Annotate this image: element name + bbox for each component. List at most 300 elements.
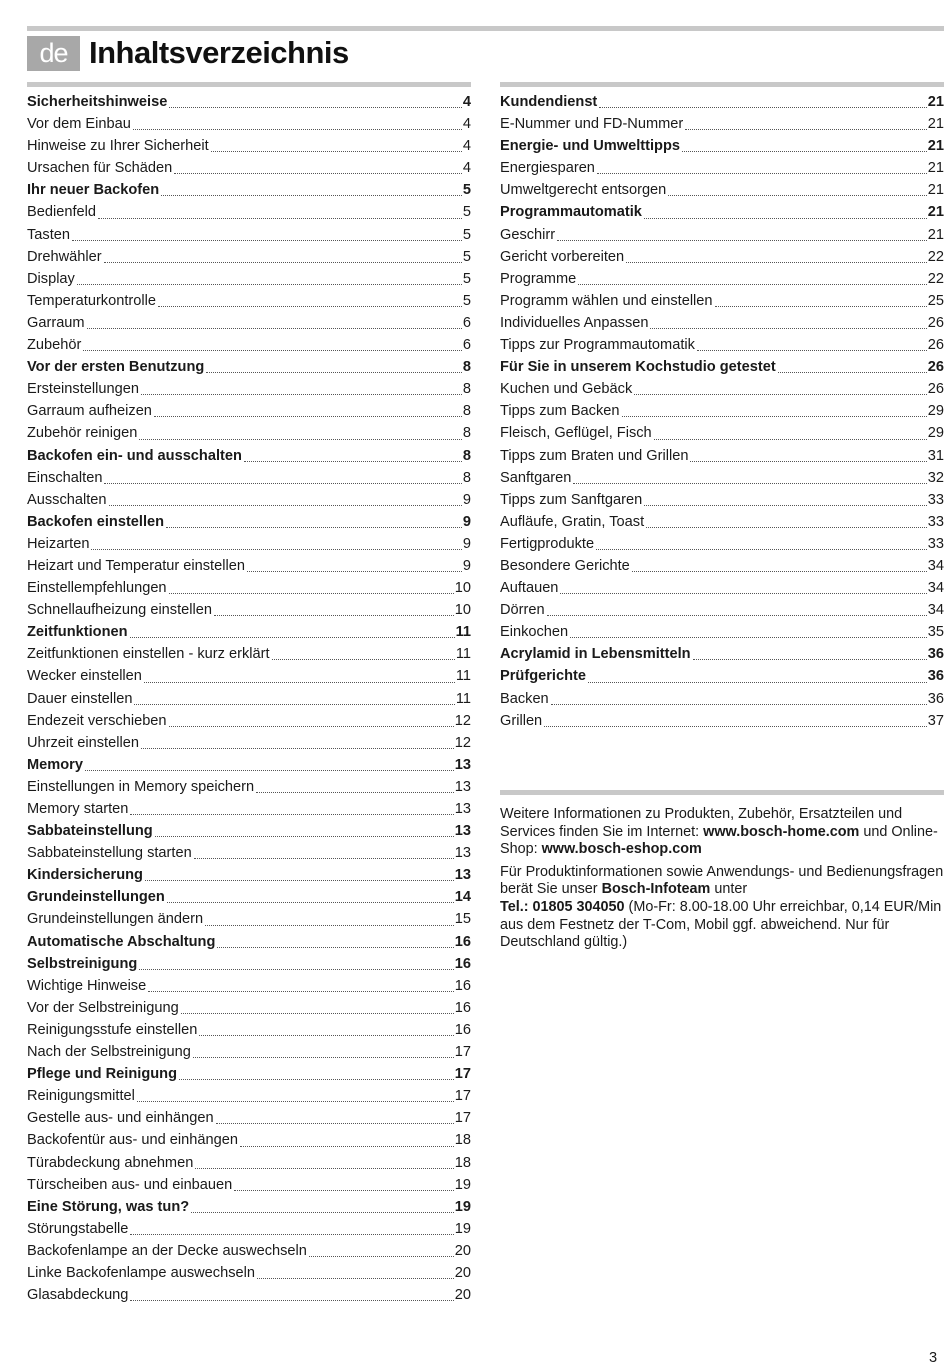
toc-subentry[interactable]: [27, 378, 471, 400]
toc-entry-label: Uhrzeit einstellen: [27, 734, 139, 751]
toc-dot-leader: [557, 239, 927, 241]
toc-section-entry[interactable]: [500, 135, 944, 157]
toc-entry-label: Programm wählen und einstellen: [500, 292, 713, 309]
toc-subentry[interactable]: [500, 533, 944, 555]
toc-subentry[interactable]: [500, 312, 944, 334]
toc-dot-leader: [154, 415, 462, 417]
toc-section-entry[interactable]: [27, 1196, 471, 1218]
toc-entry-label: Wecker einstellen: [27, 668, 142, 685]
toc-entry-page: 34: [927, 602, 944, 619]
toc-entry-page: 13: [454, 801, 471, 817]
toc-dot-leader: [551, 703, 927, 705]
toc-entry-page: 9: [462, 535, 471, 552]
toc-entry-label: Garraum aufheizen: [27, 403, 152, 420]
toc-subentry[interactable]: [27, 268, 471, 290]
toc-subentry[interactable]: [27, 688, 471, 710]
eshop-link[interactable]: www.bosch-eshop.com: [541, 841, 702, 858]
toc-entry-page: 4: [462, 138, 471, 155]
toc-entry-label: Zeitfunktionen einstellen - kurz erklärt: [27, 646, 270, 663]
toc-entry-label: Sabbateinstellung starten: [27, 845, 192, 862]
toc-entry-label: Tipps zum Sanftgaren: [500, 491, 643, 508]
toc-entry-page: 36: [927, 646, 944, 663]
toc-entry-page: 36: [927, 668, 944, 685]
toc-subentry[interactable]: [27, 1085, 471, 1107]
toc-subentry[interactable]: [500, 246, 944, 268]
toc-dot-leader: [685, 128, 927, 130]
toc-dot-leader: [205, 924, 454, 926]
toc-entry-page: 5: [462, 248, 471, 265]
toc-entry-label: Energie- und Umwelttipps: [500, 138, 680, 155]
toc-entry-page: 17: [454, 1088, 471, 1105]
toc-dot-leader: [240, 1145, 454, 1147]
toc-entry-page: 8: [462, 359, 471, 376]
toc-entry-page: 12: [454, 712, 471, 729]
toc-entry-label: Backen: [500, 690, 549, 707]
toc-entry-label: Zubehör: [27, 337, 82, 354]
toc-subentry[interactable]: [27, 1174, 471, 1196]
toc-entry-page: 22: [927, 270, 944, 287]
toc-section-entry[interactable]: [500, 356, 944, 378]
toc-dot-leader: [570, 636, 927, 638]
toc-subentry[interactable]: [500, 621, 944, 643]
toc-entry-label: Türabdeckung abnehmen: [27, 1154, 194, 1171]
toc-subentry[interactable]: [27, 489, 471, 511]
toc-entry-page: 5: [462, 270, 471, 287]
toc-entry-label: Einstellempfehlungen: [27, 580, 167, 597]
toc-subentry[interactable]: [500, 290, 944, 312]
toc-entry-page: 11: [455, 690, 471, 707]
toc-subentry[interactable]: [27, 224, 471, 246]
toc-entry-label: Vor dem Einbau: [27, 116, 131, 133]
toc-entry-label: Endezeit verschieben: [27, 712, 167, 729]
toc-dot-leader: [646, 526, 927, 528]
toc-section-entry[interactable]: [27, 886, 471, 908]
toc-dot-leader: [169, 725, 454, 727]
toc-dot-leader: [169, 106, 462, 108]
toc-section-entry[interactable]: [27, 445, 471, 467]
toc-dot-leader: [214, 614, 454, 616]
toc-entry-page: 8: [462, 403, 471, 420]
toc-entry-page: 5: [462, 204, 471, 221]
toc-subentry[interactable]: [27, 290, 471, 312]
toc-entry-page: 10: [454, 602, 471, 619]
toc-dot-leader: [596, 548, 927, 550]
toc-subentry[interactable]: [27, 533, 471, 555]
toc-subentry[interactable]: [500, 467, 944, 489]
toc-entry-page: 21: [927, 204, 944, 221]
toc-subentry[interactable]: [27, 1284, 471, 1306]
toc-entry-label: Drehwähler: [27, 248, 102, 265]
toc-entry-page: 4: [462, 116, 471, 133]
toc-subentry[interactable]: [500, 577, 944, 599]
toc-dot-leader: [690, 460, 926, 462]
toc-entry-page: 13: [454, 867, 471, 884]
toc-entry-label: Zubehör reinigen: [27, 425, 138, 442]
toc-entry-page: 20: [454, 1264, 471, 1281]
toc-entry-page: 20: [454, 1287, 471, 1304]
toc-entry-page: 14: [454, 889, 471, 906]
toc-dot-leader: [179, 1078, 454, 1080]
toc-entry-label: Einkochen: [500, 624, 569, 641]
toc-entry-label: Kuchen und Gebäck: [500, 381, 633, 398]
toc-section-entry[interactable]: [27, 511, 471, 533]
infoteam-name: Bosch-Infoteam: [601, 881, 711, 898]
toc-entry-label: Sanftgaren: [500, 469, 572, 486]
toc-dot-leader: [181, 1012, 454, 1014]
info-block: [500, 806, 946, 957]
toc-entry-page: 19: [454, 1198, 471, 1215]
toc-entry-label: Gericht vorbereiten: [500, 248, 625, 265]
website-link[interactable]: www.bosch-home.com: [703, 823, 860, 840]
toc-subentry[interactable]: [500, 599, 944, 621]
toc-entry-label: Programmautomatik: [500, 204, 642, 221]
toc-dot-leader: [161, 194, 462, 196]
toc-entry-label: Heizart und Temperatur einstellen: [27, 557, 245, 574]
toc-entry-label: Tipps zum Backen: [500, 403, 620, 420]
info-text: unter: [710, 881, 748, 898]
toc-subentry[interactable]: [27, 599, 471, 621]
toc-entry-label: Memory: [27, 756, 83, 773]
toc-entry-page: 16: [454, 999, 471, 1016]
toc-entry-page: 19: [454, 1176, 471, 1193]
toc-dot-leader: [141, 747, 454, 749]
toc-dot-leader: [682, 150, 927, 152]
toc-dot-leader: [139, 968, 453, 970]
toc-entry-page: 8: [462, 447, 471, 464]
toc-entry-label: Display: [27, 270, 75, 287]
toc-dot-leader: [193, 1056, 454, 1058]
toc-entry-page: 21: [927, 226, 944, 243]
toc-subentry[interactable]: [27, 312, 471, 334]
toc-entry-label: Tipps zur Programmautomatik: [500, 337, 695, 354]
toc-dot-leader: [309, 1255, 454, 1257]
toc-dot-leader: [217, 946, 453, 948]
toc-subentry[interactable]: [500, 400, 944, 422]
toc-subentry[interactable]: [27, 334, 471, 356]
toc-subentry[interactable]: [500, 334, 944, 356]
right-column-rule: [500, 82, 944, 87]
toc-dot-leader: [83, 349, 462, 351]
toc-right-column: [500, 91, 944, 732]
toc-subentry[interactable]: [500, 710, 944, 732]
toc-dot-leader: [668, 194, 926, 196]
toc-entry-label: Kundendienst: [500, 94, 598, 110]
page-number: 3: [929, 1350, 938, 1366]
toc-dot-leader: [87, 327, 462, 329]
toc-dot-leader: [626, 261, 927, 263]
toc-entry-page: 25: [927, 292, 944, 309]
toc-entry-page: 12: [454, 734, 471, 751]
toc-subentry[interactable]: [27, 135, 471, 157]
toc-entry-page: 26: [927, 314, 944, 331]
toc-entry-page: 8: [462, 425, 471, 442]
toc-entry-page: 9: [462, 513, 471, 530]
toc-dot-leader: [130, 813, 453, 815]
toc-entry-label: Auftauen: [500, 580, 559, 597]
toc-dot-leader: [599, 106, 926, 108]
toc-entry-page: 37: [927, 712, 944, 729]
toc-subentry[interactable]: [500, 179, 944, 201]
toc-entry-page: 32: [927, 469, 944, 486]
toc-entry-page: 21: [927, 160, 944, 177]
toc-dot-leader: [256, 791, 454, 793]
toc-entry-label: Hinweise zu Ihrer Sicherheit: [27, 138, 209, 155]
toc-section-entry[interactable]: [27, 754, 471, 776]
toc-entry-page: 8: [462, 469, 471, 486]
toc-entry-page: 6: [462, 314, 471, 331]
toc-section-entry[interactable]: [27, 356, 471, 378]
toc-entry-page: 33: [927, 513, 944, 530]
toc-dot-leader: [174, 172, 462, 174]
toc-entry-page: 19: [454, 1220, 471, 1237]
toc-dot-leader: [560, 592, 926, 594]
toc-entry-page: 21: [927, 138, 944, 155]
toc-entry-page: 13: [454, 845, 471, 862]
toc-subentry[interactable]: [27, 975, 471, 997]
toc-subentry[interactable]: [500, 445, 944, 467]
toc-subentry[interactable]: [27, 1152, 471, 1174]
toc-entry-page: 18: [454, 1132, 471, 1149]
toc-section-entry[interactable]: [27, 621, 471, 643]
toc-subentry[interactable]: [500, 378, 944, 400]
toc-entry-page: 35: [927, 624, 944, 641]
toc-dot-leader: [544, 725, 927, 727]
toc-entry-page: 16: [454, 933, 471, 950]
info-text: und Online-Shop:: [500, 823, 938, 858]
toc-dot-leader: [234, 1189, 453, 1191]
toc-subentry[interactable]: [27, 643, 471, 665]
toc-subentry[interactable]: [27, 732, 471, 754]
toc-entry-label: Backofenlampe an der Decke auswechseln: [27, 1242, 307, 1259]
toc-entry-label: Linke Backofenlampe auswechseln: [27, 1264, 255, 1281]
toc-dot-leader: [91, 548, 461, 550]
toc-dot-leader: [130, 636, 455, 638]
toc-dot-leader: [272, 658, 455, 660]
toc-dot-leader: [169, 592, 454, 594]
toc-section-entry[interactable]: [27, 1063, 471, 1085]
toc-dot-leader: [597, 172, 927, 174]
toc-entry-label: Automatische Abschaltung: [27, 933, 216, 950]
toc-subentry[interactable]: [27, 1041, 471, 1063]
toc-dot-leader: [199, 1034, 453, 1036]
toc-left-column: [27, 91, 471, 1306]
toc-entry-page: 21: [927, 116, 944, 133]
toc-entry-page: 13: [454, 778, 471, 795]
toc-entry-page: 20: [454, 1242, 471, 1259]
toc-entry-label: Gestelle aus- und einhängen: [27, 1110, 214, 1127]
toc-subentry[interactable]: [27, 467, 471, 489]
toc-entry-label: Selbstreinigung: [27, 955, 138, 972]
toc-entry-label: Kindersicherung: [27, 867, 143, 884]
toc-subentry[interactable]: [27, 798, 471, 820]
toc-subentry[interactable]: [27, 842, 471, 864]
toc-entry-label: Reinigungsstufe einstellen: [27, 1021, 198, 1038]
toc-subentry[interactable]: [500, 489, 944, 511]
toc-entry-page: 34: [927, 557, 944, 574]
toc-dot-leader: [133, 128, 462, 130]
toc-subentry[interactable]: [27, 1107, 471, 1129]
toc-entry-page: 33: [927, 535, 944, 552]
toc-section-entry[interactable]: [500, 201, 944, 223]
toc-section-entry[interactable]: [27, 953, 471, 975]
toc-entry-label: Besondere Gerichte: [500, 557, 630, 574]
toc-entry-label: Türscheiben aus- und einbauen: [27, 1176, 233, 1193]
toc-entry-page: 36: [927, 690, 944, 707]
toc-entry-page: 11: [455, 668, 471, 685]
toc-dot-leader: [109, 504, 462, 506]
toc-subentry[interactable]: [500, 224, 944, 246]
toc-subentry[interactable]: [27, 665, 471, 687]
toc-entry-label: Glasabdeckung: [27, 1287, 129, 1304]
toc-entry-page: 21: [927, 182, 944, 199]
toc-section-entry[interactable]: [500, 665, 944, 687]
toc-section-entry[interactable]: [27, 864, 471, 886]
toc-dot-leader: [644, 217, 927, 219]
toc-dot-leader: [778, 371, 927, 373]
toc-entry-page: 16: [454, 1021, 471, 1038]
top-rule: [27, 26, 944, 31]
toc-entry-label: Fleisch, Geflügel, Fisch: [500, 425, 652, 442]
toc-subentry[interactable]: [27, 776, 471, 798]
toc-subentry[interactable]: [27, 201, 471, 223]
toc-dot-leader: [547, 614, 927, 616]
toc-entry-label: Einschalten: [27, 469, 103, 486]
toc-dot-leader: [191, 1211, 454, 1213]
toc-subentry[interactable]: [27, 113, 471, 135]
toc-subentry[interactable]: [27, 710, 471, 732]
toc-dot-leader: [206, 371, 462, 373]
toc-section-entry[interactable]: [27, 820, 471, 842]
toc-subentry[interactable]: [27, 422, 471, 444]
toc-dot-leader: [247, 570, 462, 572]
toc-entry-label: Wichtige Hinweise: [27, 977, 147, 994]
toc-subentry[interactable]: [500, 422, 944, 444]
toc-subentry[interactable]: [500, 157, 944, 179]
toc-dot-leader: [211, 150, 462, 152]
toc-subentry[interactable]: [500, 511, 944, 533]
toc-subentry[interactable]: [500, 113, 944, 135]
toc-subentry[interactable]: [500, 555, 944, 577]
toc-dot-leader: [654, 438, 927, 440]
toc-entry-label: Acrylamid in Lebensmitteln: [500, 646, 691, 663]
toc-subentry[interactable]: [27, 1019, 471, 1041]
toc-section-entry[interactable]: [27, 91, 471, 113]
info-rule: [500, 790, 944, 795]
page-title: Inhaltsverzeichnis: [89, 35, 349, 70]
toc-entry-label: Programme: [500, 270, 577, 287]
toc-dot-leader: [697, 349, 927, 351]
toc-dot-leader: [166, 526, 462, 528]
toc-entry-page: 26: [927, 359, 944, 376]
toc-subentry[interactable]: [27, 400, 471, 422]
info-paragraph-web: [500, 806, 946, 859]
toc-subentry[interactable]: [27, 1262, 471, 1284]
toc-entry-page: 29: [927, 403, 944, 420]
toc-subentry[interactable]: [500, 688, 944, 710]
toc-entry-label: Memory starten: [27, 801, 129, 817]
toc-subentry[interactable]: [27, 1218, 471, 1240]
toc-entry-page: 5: [462, 226, 471, 243]
toc-entry-label: Ihr neuer Backofen: [27, 182, 160, 199]
toc-entry-page: 10: [454, 580, 471, 597]
toc-entry-label: Prüfgerichte: [500, 668, 586, 685]
toc-subentry[interactable]: [27, 1240, 471, 1262]
toc-section-entry[interactable]: [27, 179, 471, 201]
toc-entry-label: Backofentür aus- und einhängen: [27, 1132, 238, 1149]
toc-entry-label: Temperaturkontrolle: [27, 292, 156, 309]
toc-section-entry[interactable]: [27, 931, 471, 953]
toc-dot-leader: [693, 658, 927, 660]
toc-dot-leader: [158, 305, 462, 307]
toc-dot-leader: [104, 261, 462, 263]
toc-dot-leader: [139, 438, 462, 440]
toc-dot-leader: [134, 703, 454, 705]
toc-dot-leader: [72, 239, 462, 241]
toc-dot-leader: [244, 460, 462, 462]
toc-subentry[interactable]: [27, 997, 471, 1019]
toc-subentry[interactable]: [27, 246, 471, 268]
toc-dot-leader: [632, 570, 927, 572]
language-badge: de: [27, 36, 80, 71]
toc-dot-leader: [137, 1100, 454, 1102]
toc-entry-label: Für Sie in unserem Kochstudio getestet: [500, 359, 776, 376]
toc-entry-label: Individuelles Anpassen: [500, 314, 649, 331]
toc-entry-page: 26: [927, 337, 944, 354]
toc-subentry[interactable]: [27, 908, 471, 930]
toc-dot-leader: [634, 393, 927, 395]
toc-dot-leader: [650, 327, 926, 329]
toc-entry-page: 15: [454, 911, 471, 928]
toc-entry-label: Störungstabelle: [27, 1220, 129, 1237]
toc-entry-label: Tasten: [27, 226, 70, 243]
toc-section-entry[interactable]: [500, 643, 944, 665]
toc-entry-label: Grillen: [500, 712, 543, 729]
toc-entry-label: Einstellungen in Memory speichern: [27, 778, 255, 795]
toc-subentry[interactable]: [27, 157, 471, 179]
toc-subentry[interactable]: [27, 555, 471, 577]
toc-entry-page: 9: [462, 557, 471, 574]
toc-entry-label: Geschirr: [500, 226, 556, 243]
toc-entry-page: 5: [462, 182, 471, 199]
toc-entry-page: 29: [927, 425, 944, 442]
toc-subentry[interactable]: [500, 268, 944, 290]
toc-entry-page: 34: [927, 580, 944, 597]
toc-dot-leader: [194, 857, 454, 859]
toc-entry-page: 11: [455, 624, 471, 641]
toc-subentry[interactable]: [27, 1129, 471, 1151]
toc-dot-leader: [85, 769, 454, 771]
toc-entry-label: Ursachen für Schäden: [27, 160, 173, 177]
toc-entry-label: Sicherheitshinweise: [27, 94, 168, 110]
toc-entry-page: 5: [462, 292, 471, 309]
toc-dot-leader: [588, 681, 927, 683]
toc-dot-leader: [715, 305, 927, 307]
toc-entry-page: 17: [454, 1044, 471, 1061]
toc-entry-label: Zeitfunktionen: [27, 624, 128, 641]
toc-subentry[interactable]: [27, 577, 471, 599]
toc-dot-leader: [98, 217, 462, 219]
info-text: Weitere Informationen zu Produkten, Zubehör, Ersatzteilen und Services finden Sie im Internet:: [500, 806, 903, 840]
toc-dot-leader: [578, 283, 927, 285]
toc-entry-label: Aufläufe, Gratin, Toast: [500, 513, 645, 530]
toc-entry-label: Eine Störung, was tun?: [27, 1198, 190, 1215]
hotline-number: Tel.: 01805 304050: [500, 898, 625, 915]
toc-entry-label: Energiesparen: [500, 160, 595, 177]
page-header: [27, 35, 349, 71]
toc-entry-label: Dörren: [500, 602, 545, 619]
toc-entry-label: Ausschalten: [27, 491, 107, 508]
toc-section-entry[interactable]: [500, 91, 944, 113]
